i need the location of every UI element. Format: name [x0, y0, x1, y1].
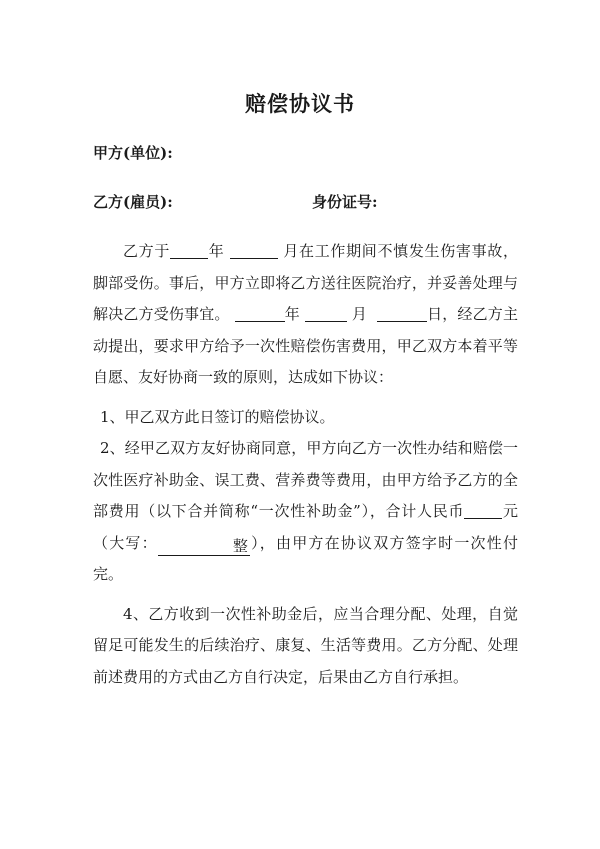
year2-blank [235, 304, 285, 322]
year-blank [170, 241, 208, 259]
amount-blank [464, 501, 502, 519]
item2-yuan: 元（大写： [93, 502, 518, 552]
amount-words-blank [158, 538, 250, 556]
id-number-label: 身份证号: [312, 193, 378, 211]
intro-text: 乙方于 [123, 242, 171, 260]
party-b-label: 乙方(雇员): [93, 193, 173, 211]
paragraph-intro [93, 236, 518, 394]
month-text: 月在工作期间不慎发生伤害事故，脚部受伤。事后，甲方立即将乙方送往医院治疗，并妥善处理与解决乙方受伤事宜。 [93, 242, 518, 323]
document-title: 赔偿协议书 [245, 91, 355, 116]
item2-text: 2、经甲乙双方友好协商同意，甲方向乙方一次性办结和赔偿一次性医疗补助金、误工费、营养费等费用，由甲方给予乙方的全部费用（以下合并简称“一次性补助金”），合计人民币 [93, 439, 518, 520]
year2-label: 年 [284, 305, 300, 323]
year-label: 年 [208, 242, 225, 260]
party-a-label: 甲方(单位): [93, 144, 173, 162]
day-text: 日，经乙方主动提出，要求甲方给予一次性赔偿伤害费用，甲乙双方本着平等自愿、友好协商一致的原则，达成如下协议： [93, 305, 518, 386]
item2-rest: ），由甲方在协议双方签字时一次性付完。 [93, 533, 518, 583]
zheng-text: 整 [232, 536, 248, 555]
month2-label: 月 [351, 305, 367, 323]
agreement-body [93, 236, 518, 693]
item-2 [93, 433, 518, 591]
item-4: 4、乙方收到一次性补助金后，应当合理分配、处理，自觉留足可能发生的后续治疗、康复、生活等费用。乙方分配、处理前述费用的方式由乙方自行决定，后果由乙方自行承担。 [93, 604, 518, 686]
day-blank [377, 304, 427, 322]
item-1: 1、甲乙双方此日签订的赔偿协议。 [100, 407, 335, 426]
month-blank [230, 241, 278, 259]
month2-blank [305, 304, 347, 322]
